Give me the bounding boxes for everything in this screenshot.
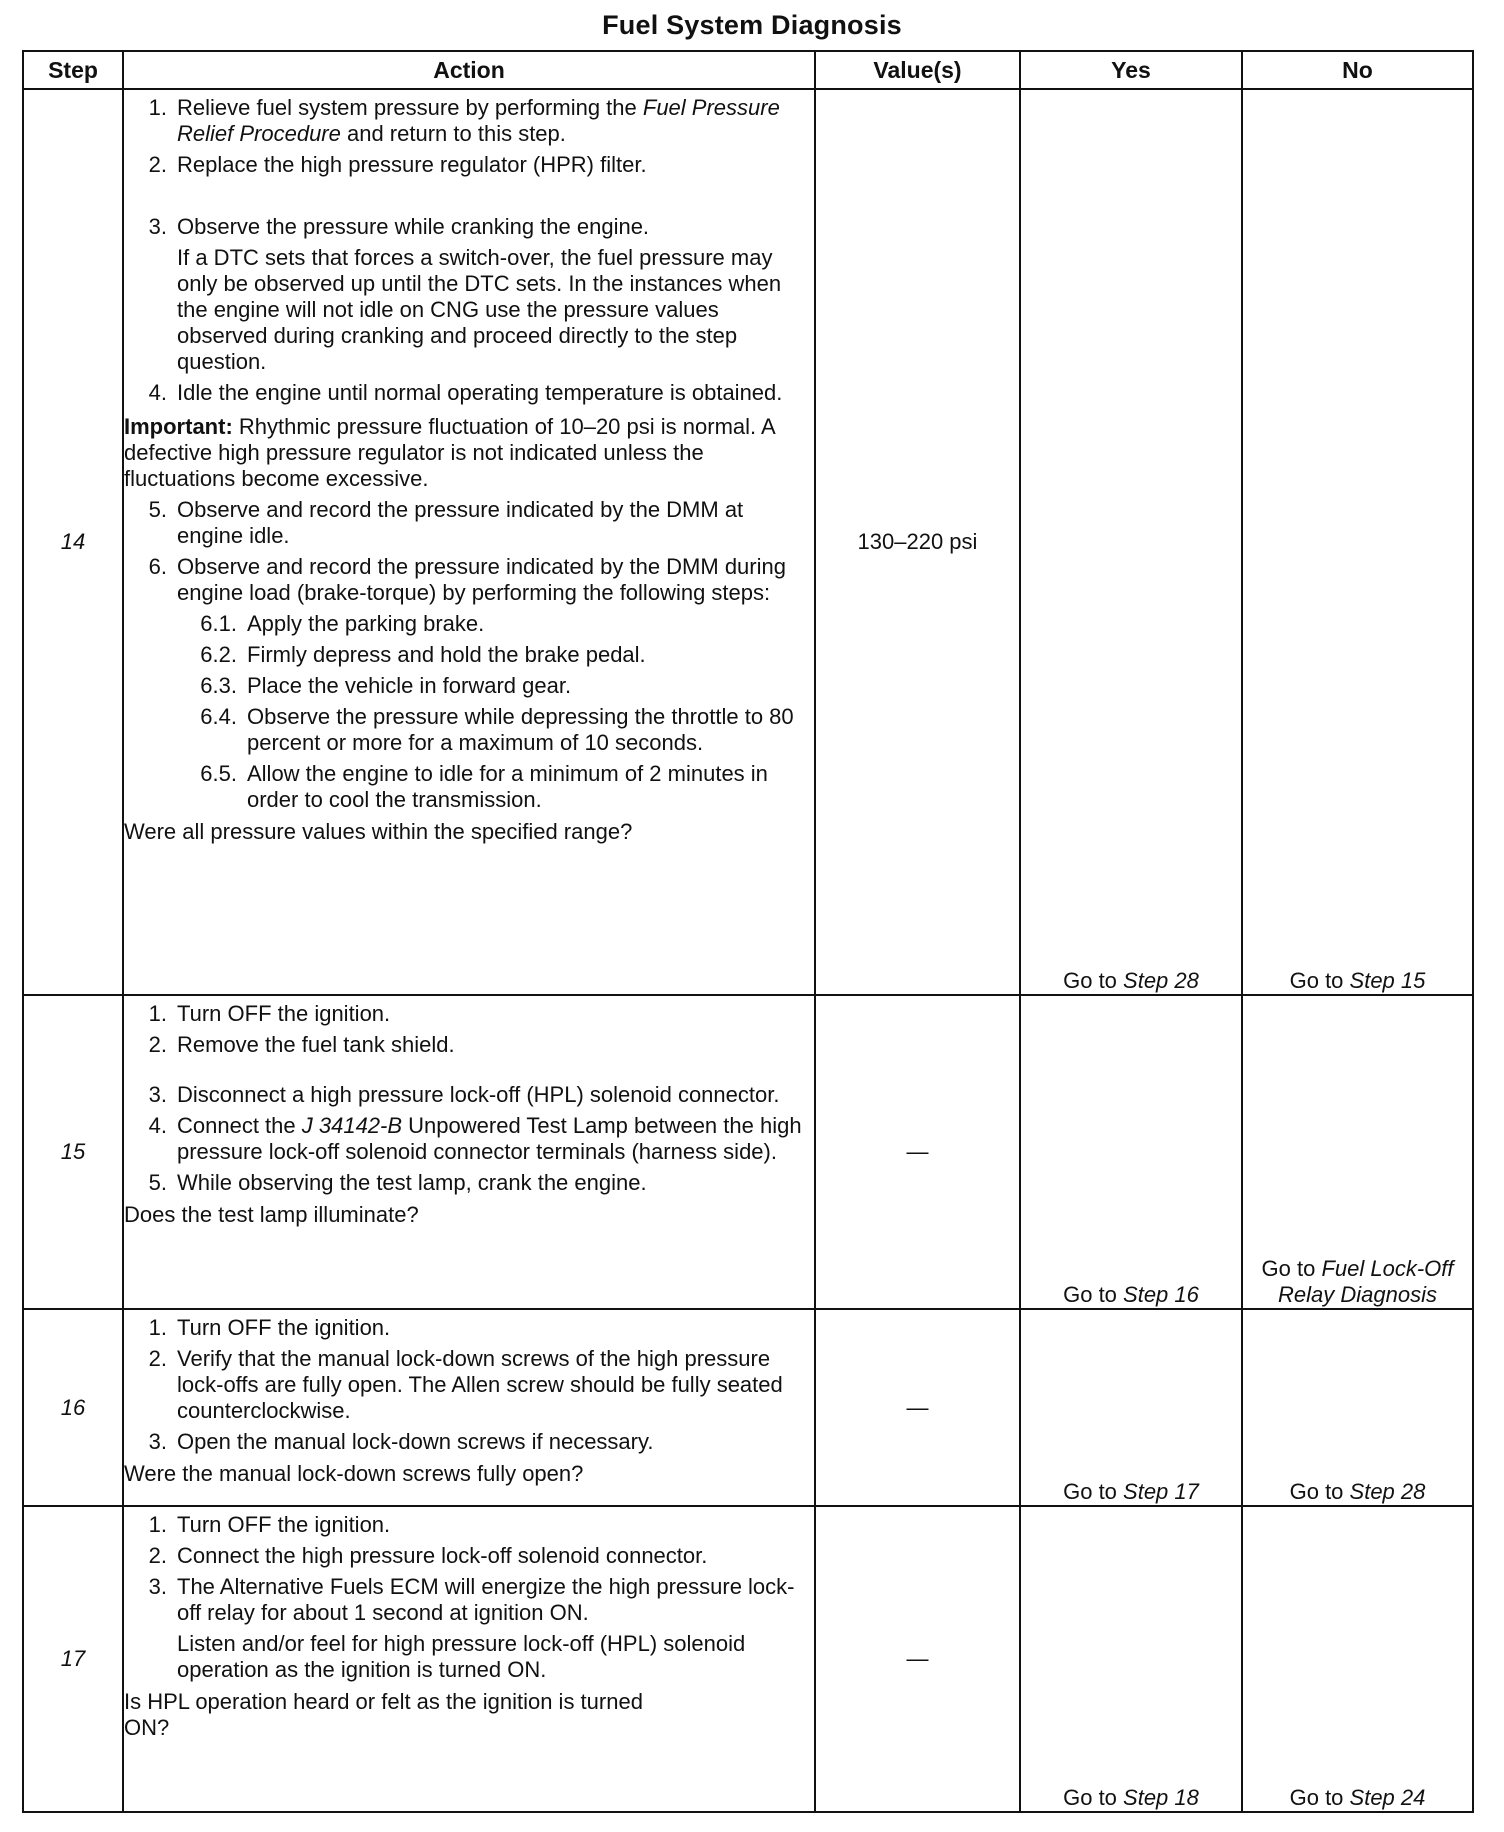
list-item bbox=[124, 214, 814, 240]
goto-prefix: Go to bbox=[1063, 1282, 1124, 1307]
item-number: 4. bbox=[148, 380, 167, 405]
page-title: Fuel System Diagnosis bbox=[602, 10, 902, 40]
step-question: Does the test lamp illuminate? bbox=[124, 1202, 419, 1227]
item-note: If a DTC sets that forces a switch-over, the fuel pressure may only be observed up until the DTC sets. In the instances when the engine will not idle on CNG use the pressure values observed during cranking and proceed directly to the step question. bbox=[177, 245, 782, 374]
step-number: 17 bbox=[23, 1506, 123, 1812]
no-cell[interactable] bbox=[1242, 1506, 1473, 1812]
item-number: 1. bbox=[148, 1315, 167, 1340]
item-text: Turn OFF the ignition. bbox=[177, 1512, 391, 1537]
list-item bbox=[124, 1512, 814, 1538]
no-cell[interactable] bbox=[1242, 89, 1473, 995]
item-text: While observing the test lamp, crank the engine. bbox=[177, 1170, 647, 1195]
item-number: 3. bbox=[148, 1574, 167, 1599]
action-cell bbox=[123, 995, 815, 1309]
item-text: Disconnect a high pressure lock-off (HPL) solenoid connector. bbox=[177, 1082, 780, 1107]
item-text-part: and return to this step. bbox=[340, 121, 566, 146]
goto-prefix: Go to bbox=[1063, 1479, 1124, 1504]
item-text: Observe and record the pressure indicated by the DMM at engine idle. bbox=[177, 497, 744, 548]
table-row-step-16 bbox=[23, 1309, 1473, 1506]
list-item bbox=[124, 95, 814, 147]
item-number: 2. bbox=[148, 1543, 167, 1568]
item-number: 1. bbox=[148, 95, 167, 120]
list-item bbox=[124, 497, 814, 549]
item-note: Listen and/or feel for high pressure lock-off (HPL) solenoid operation as the ignition is turned ON. bbox=[177, 1631, 746, 1682]
item-number: 1. bbox=[148, 1512, 167, 1537]
goto-prefix: Go to bbox=[1289, 968, 1350, 993]
important-note bbox=[124, 414, 814, 492]
step-number: 16 bbox=[23, 1309, 123, 1506]
item-text bbox=[177, 1113, 814, 1165]
goto-link[interactable]: Step 17 bbox=[1123, 1479, 1199, 1504]
item-text: Verify that the manual lock-down screws of the high pressure lock-offs are fully open. The Allen screw should be fully seated counterclockwise. bbox=[177, 1346, 783, 1423]
goto-prefix: Go to bbox=[1063, 968, 1124, 993]
sub-item bbox=[177, 611, 814, 637]
goto-prefix: Go to bbox=[1261, 1256, 1322, 1281]
item-text-part: Unpowered Test Lamp between the high pressure lock-off solenoid connector terminals (harness side). bbox=[177, 1113, 802, 1164]
table-row-step-17 bbox=[23, 1506, 1473, 1812]
sub-item-text: Firmly depress and hold the brake pedal. bbox=[247, 642, 646, 667]
header-no: No bbox=[1242, 51, 1473, 89]
list-item bbox=[124, 554, 814, 606]
item-number: 5. bbox=[148, 1170, 167, 1195]
item-text-part: Connect the bbox=[177, 1113, 302, 1138]
sub-item-number: 6.3. bbox=[200, 673, 237, 698]
list-item bbox=[124, 1429, 814, 1455]
sub-item-number: 6.4. bbox=[200, 704, 237, 729]
sub-item-text: Place the vehicle in forward gear. bbox=[247, 673, 572, 698]
goto-link[interactable]: Step 28 bbox=[1123, 968, 1199, 993]
item-text: The Alternative Fuels ECM will energize the high pressure lock-off relay for about 1 second at ignition ON. bbox=[177, 1574, 795, 1625]
item-number: 3. bbox=[148, 1082, 167, 1107]
value-cell: 130–220 psi bbox=[815, 89, 1020, 995]
list-item bbox=[124, 1001, 814, 1027]
sub-item bbox=[177, 642, 814, 668]
header-values: Value(s) bbox=[815, 51, 1020, 89]
item-number: 3. bbox=[148, 214, 167, 239]
list-item bbox=[124, 1346, 814, 1424]
list-item bbox=[124, 1315, 814, 1341]
value-cell: — bbox=[815, 1506, 1020, 1812]
tool-reference: J 34142-B bbox=[301, 1113, 403, 1138]
action-cell bbox=[123, 89, 815, 995]
diagnosis-table bbox=[22, 50, 1474, 1813]
header-action: Action bbox=[123, 51, 815, 89]
item-number: 2. bbox=[148, 1032, 167, 1057]
yes-cell[interactable] bbox=[1020, 995, 1242, 1309]
item-number: 4. bbox=[148, 1113, 167, 1138]
item-number: 1. bbox=[148, 1001, 167, 1026]
item-text: Idle the engine until normal operating temperature is obtained. bbox=[177, 380, 783, 405]
sub-item-number: 6.2. bbox=[200, 642, 237, 667]
table-row-step-14 bbox=[23, 89, 1473, 995]
item-number: 6. bbox=[148, 554, 167, 579]
header-yes: Yes bbox=[1020, 51, 1242, 89]
yes-cell[interactable] bbox=[1020, 89, 1242, 995]
procedure-link[interactable]: Fuel Pressure Relief Procedure bbox=[177, 95, 780, 146]
no-cell[interactable] bbox=[1242, 995, 1473, 1309]
action-cell bbox=[123, 1506, 815, 1812]
list-item bbox=[124, 1113, 814, 1165]
item-text bbox=[177, 95, 814, 147]
goto-link[interactable]: Step 15 bbox=[1349, 968, 1426, 993]
item-number: 3. bbox=[148, 1429, 167, 1454]
value-cell: — bbox=[815, 995, 1020, 1309]
item-text: Open the manual lock-down screws if necessary. bbox=[177, 1429, 654, 1454]
goto-link[interactable]: Fuel Lock-Off Relay Diagnosis bbox=[1278, 1256, 1454, 1307]
list-item bbox=[124, 1082, 814, 1108]
goto-prefix: Go to bbox=[1289, 1785, 1350, 1810]
sub-item-text: Allow the engine to idle for a minimum of 2 minutes in order to cool the transmission. bbox=[247, 761, 768, 812]
yes-cell[interactable] bbox=[1020, 1309, 1242, 1506]
important-label: Important: bbox=[124, 414, 233, 439]
goto-link[interactable]: Step 24 bbox=[1349, 1785, 1426, 1810]
goto-prefix: Go to bbox=[1289, 1479, 1350, 1504]
item-text: Replace the high pressure regulator (HPR) filter. bbox=[177, 152, 647, 177]
item-text: Connect the high pressure lock-off solenoid connector. bbox=[177, 1543, 708, 1568]
goto-link[interactable]: Step 18 bbox=[1123, 1785, 1199, 1810]
item-text: Turn OFF the ignition. bbox=[177, 1315, 391, 1340]
yes-cell[interactable] bbox=[1020, 1506, 1242, 1812]
value-cell: — bbox=[815, 1309, 1020, 1506]
sub-item bbox=[177, 761, 814, 813]
goto-link[interactable]: Step 28 bbox=[1349, 1479, 1426, 1504]
header-step: Step bbox=[23, 51, 123, 89]
action-cell bbox=[123, 1309, 815, 1506]
item-text: Turn OFF the ignition. bbox=[177, 1001, 391, 1026]
no-cell[interactable] bbox=[1242, 1309, 1473, 1506]
table-row-step-15 bbox=[23, 995, 1473, 1309]
step-question: Were the manual lock-down screws fully open? bbox=[124, 1461, 584, 1486]
item-text: Remove the fuel tank shield. bbox=[177, 1032, 455, 1057]
sub-item bbox=[177, 704, 814, 756]
sub-item-number: 6.1. bbox=[200, 611, 237, 636]
item-text: Observe and record the pressure indicated by the DMM during engine load (brake-torque) by performing the following steps: bbox=[177, 554, 786, 605]
sub-item bbox=[177, 673, 814, 699]
item-number: 5. bbox=[148, 497, 167, 522]
item-text: Observe the pressure while cranking the engine. bbox=[177, 214, 650, 239]
item-number: 2. bbox=[148, 152, 167, 177]
step-question: Were all pressure values within the specified range? bbox=[124, 819, 633, 844]
table-header-row bbox=[23, 51, 1473, 89]
step-number: 14 bbox=[23, 89, 123, 995]
item-number: 2. bbox=[148, 1346, 167, 1371]
goto-prefix: Go to bbox=[1063, 1785, 1124, 1810]
sub-item-text: Apply the parking brake. bbox=[247, 611, 485, 636]
important-text: Rhythmic pressure fluctuation of 10–20 psi is normal. A defective high pressure regulator is not indicated unless the fluctuations become excessive. bbox=[124, 414, 775, 491]
list-item bbox=[124, 152, 814, 178]
list-item bbox=[124, 1032, 814, 1058]
list-item bbox=[124, 1170, 814, 1196]
list-item bbox=[124, 380, 814, 406]
sub-item-text: Observe the pressure while depressing the throttle to 80 percent or more for a maximum of 10 seconds. bbox=[247, 704, 794, 755]
sub-item-number: 6.5. bbox=[200, 761, 237, 786]
step-question: Is HPL operation heard or felt as the ignition is turned ON? bbox=[124, 1689, 643, 1740]
goto-link[interactable]: Step 16 bbox=[1123, 1282, 1199, 1307]
item-text-part: Relieve fuel system pressure by performing the bbox=[177, 95, 643, 120]
list-item bbox=[124, 1543, 814, 1569]
step-number: 15 bbox=[23, 995, 123, 1309]
list-item bbox=[124, 1574, 814, 1626]
